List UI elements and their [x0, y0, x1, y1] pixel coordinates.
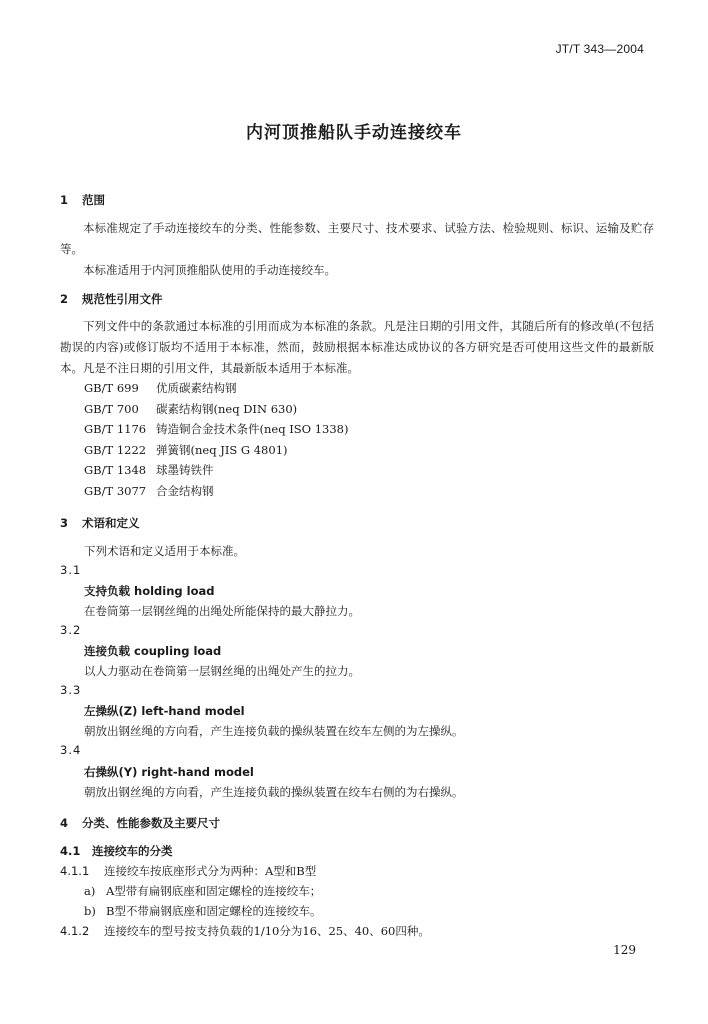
reference-code: GB/T 1222: [84, 443, 147, 457]
reference-name: 合金结构钢: [156, 484, 214, 498]
reference-code: GB/T 1348: [84, 463, 147, 477]
term-definition: 朝放出钢丝绳的方向看，产生连接负载的操纵装置在绞车右侧的为右操纵。: [84, 785, 464, 799]
clause-text: 连接绞车的型号按支持负载的1/10分为16、25、40、60四种。: [104, 924, 430, 938]
term-title: 支持负载 holding load: [84, 584, 215, 598]
section-title: 范围: [82, 193, 105, 207]
term-number: 3.3: [60, 683, 82, 697]
term-definition: 朝放出钢丝绳的方向看，产生连接负载的操纵装置在绞车左侧的为左操纵。: [84, 724, 464, 738]
reference-item: [84, 401, 297, 417]
section-3-heading: [60, 515, 140, 531]
list-text: B型不带扁钢底座和固定螺栓的连接绞车。: [106, 904, 322, 918]
clause-4-1-1: [60, 863, 316, 879]
reference-code: GB/T 700: [84, 402, 139, 416]
section-1-paragraph-2: 本标准适用于内河顶推船队使用的手动连接绞车。: [83, 263, 336, 277]
section-number: 1: [60, 193, 69, 207]
list-item: [84, 903, 321, 919]
reference-item: [84, 380, 237, 396]
list-item: [84, 883, 321, 899]
reference-item: [84, 421, 348, 437]
reference-name: 优质碳素结构钢: [156, 381, 237, 395]
section-number: 4: [60, 816, 69, 830]
term-number: 3.1: [60, 563, 82, 577]
section-2-heading: [60, 291, 163, 307]
page-number: 129: [613, 943, 636, 957]
section-1-heading: [60, 192, 105, 208]
section-2-paragraph: 下列文件中的条款通过本标准的引用而成为本标准的条款。凡是注日期的引用文件，其随后所有的修改单(不包括勘误的内容)或修订版均不适用于本标准，然而，鼓励根据本标准达成协议的各方研究是否可使用这些文件的最新版本。凡是不注日期的引用文件，其最新版本适用于本标准。: [60, 319, 654, 375]
term-title: 连接负载 coupling load: [84, 644, 222, 658]
clause-number: 4.1.1: [60, 864, 90, 878]
reference-code: GB/T 1176: [84, 422, 147, 436]
term-definition: 在卷筒第一层钢丝绳的出绳处所能保持的最大静拉力。: [84, 604, 360, 618]
section-number: 2: [60, 292, 69, 306]
clause-number: 4.1.2: [60, 924, 90, 938]
section-3-intro: 下列术语和定义适用于本标准。: [84, 544, 245, 558]
reference-code: GB/T 3077: [84, 484, 147, 498]
reference-name: 弹簧钢(neq JIS G 4801): [156, 443, 288, 457]
section-title: 术语和定义: [82, 516, 140, 530]
reference-code: GB/T 699: [84, 381, 139, 395]
term-definition: 以人力驱动在卷筒第一层钢丝绳的出绳处产生的拉力。: [84, 664, 360, 678]
reference-name: 碳素结构钢(neq DIN 630): [156, 402, 298, 416]
subsection-number: 4.1: [60, 844, 81, 858]
term-title: 左操纵(Z) left-hand model: [84, 704, 245, 718]
term-number: 3.4: [60, 743, 82, 757]
list-label: b): [84, 904, 96, 918]
reference-name: 铸造铜合金技术条件(neq ISO 1338): [156, 422, 349, 436]
clause-text: 连接绞车按底座形式分为两种：A型和B型: [104, 864, 317, 878]
section-title: 规范性引用文件: [82, 292, 163, 306]
section-number: 3: [60, 516, 69, 530]
section-1-paragraph-1: 本标准规定了手动连接绞车的分类、性能参数、主要尺寸、技术要求、试验方法、检验规则、标识、运输及贮存等。: [60, 221, 654, 256]
subsection-4-1-heading: [60, 843, 173, 859]
section-4-heading: [60, 815, 220, 831]
reference-item: [84, 442, 288, 458]
term-number: 3.2: [60, 623, 82, 637]
list-label: a): [84, 884, 96, 898]
clause-4-1-2: [60, 923, 430, 939]
page-title: 内河顶推船队手动连接绞车: [246, 123, 462, 143]
standard-code: JT/T 343—2004: [555, 42, 644, 56]
term-title: 右操纵(Y) right-hand model: [84, 765, 254, 779]
section-title: 分类、性能参数及主要尺寸: [82, 816, 220, 830]
subsection-title: 连接绞车的分类: [92, 844, 173, 858]
reference-name: 球墨铸铁件: [156, 463, 214, 477]
list-text: A型带有扁钢底座和固定螺栓的连接绞车；: [106, 884, 322, 898]
reference-item: [84, 462, 214, 478]
reference-item: [84, 483, 214, 499]
